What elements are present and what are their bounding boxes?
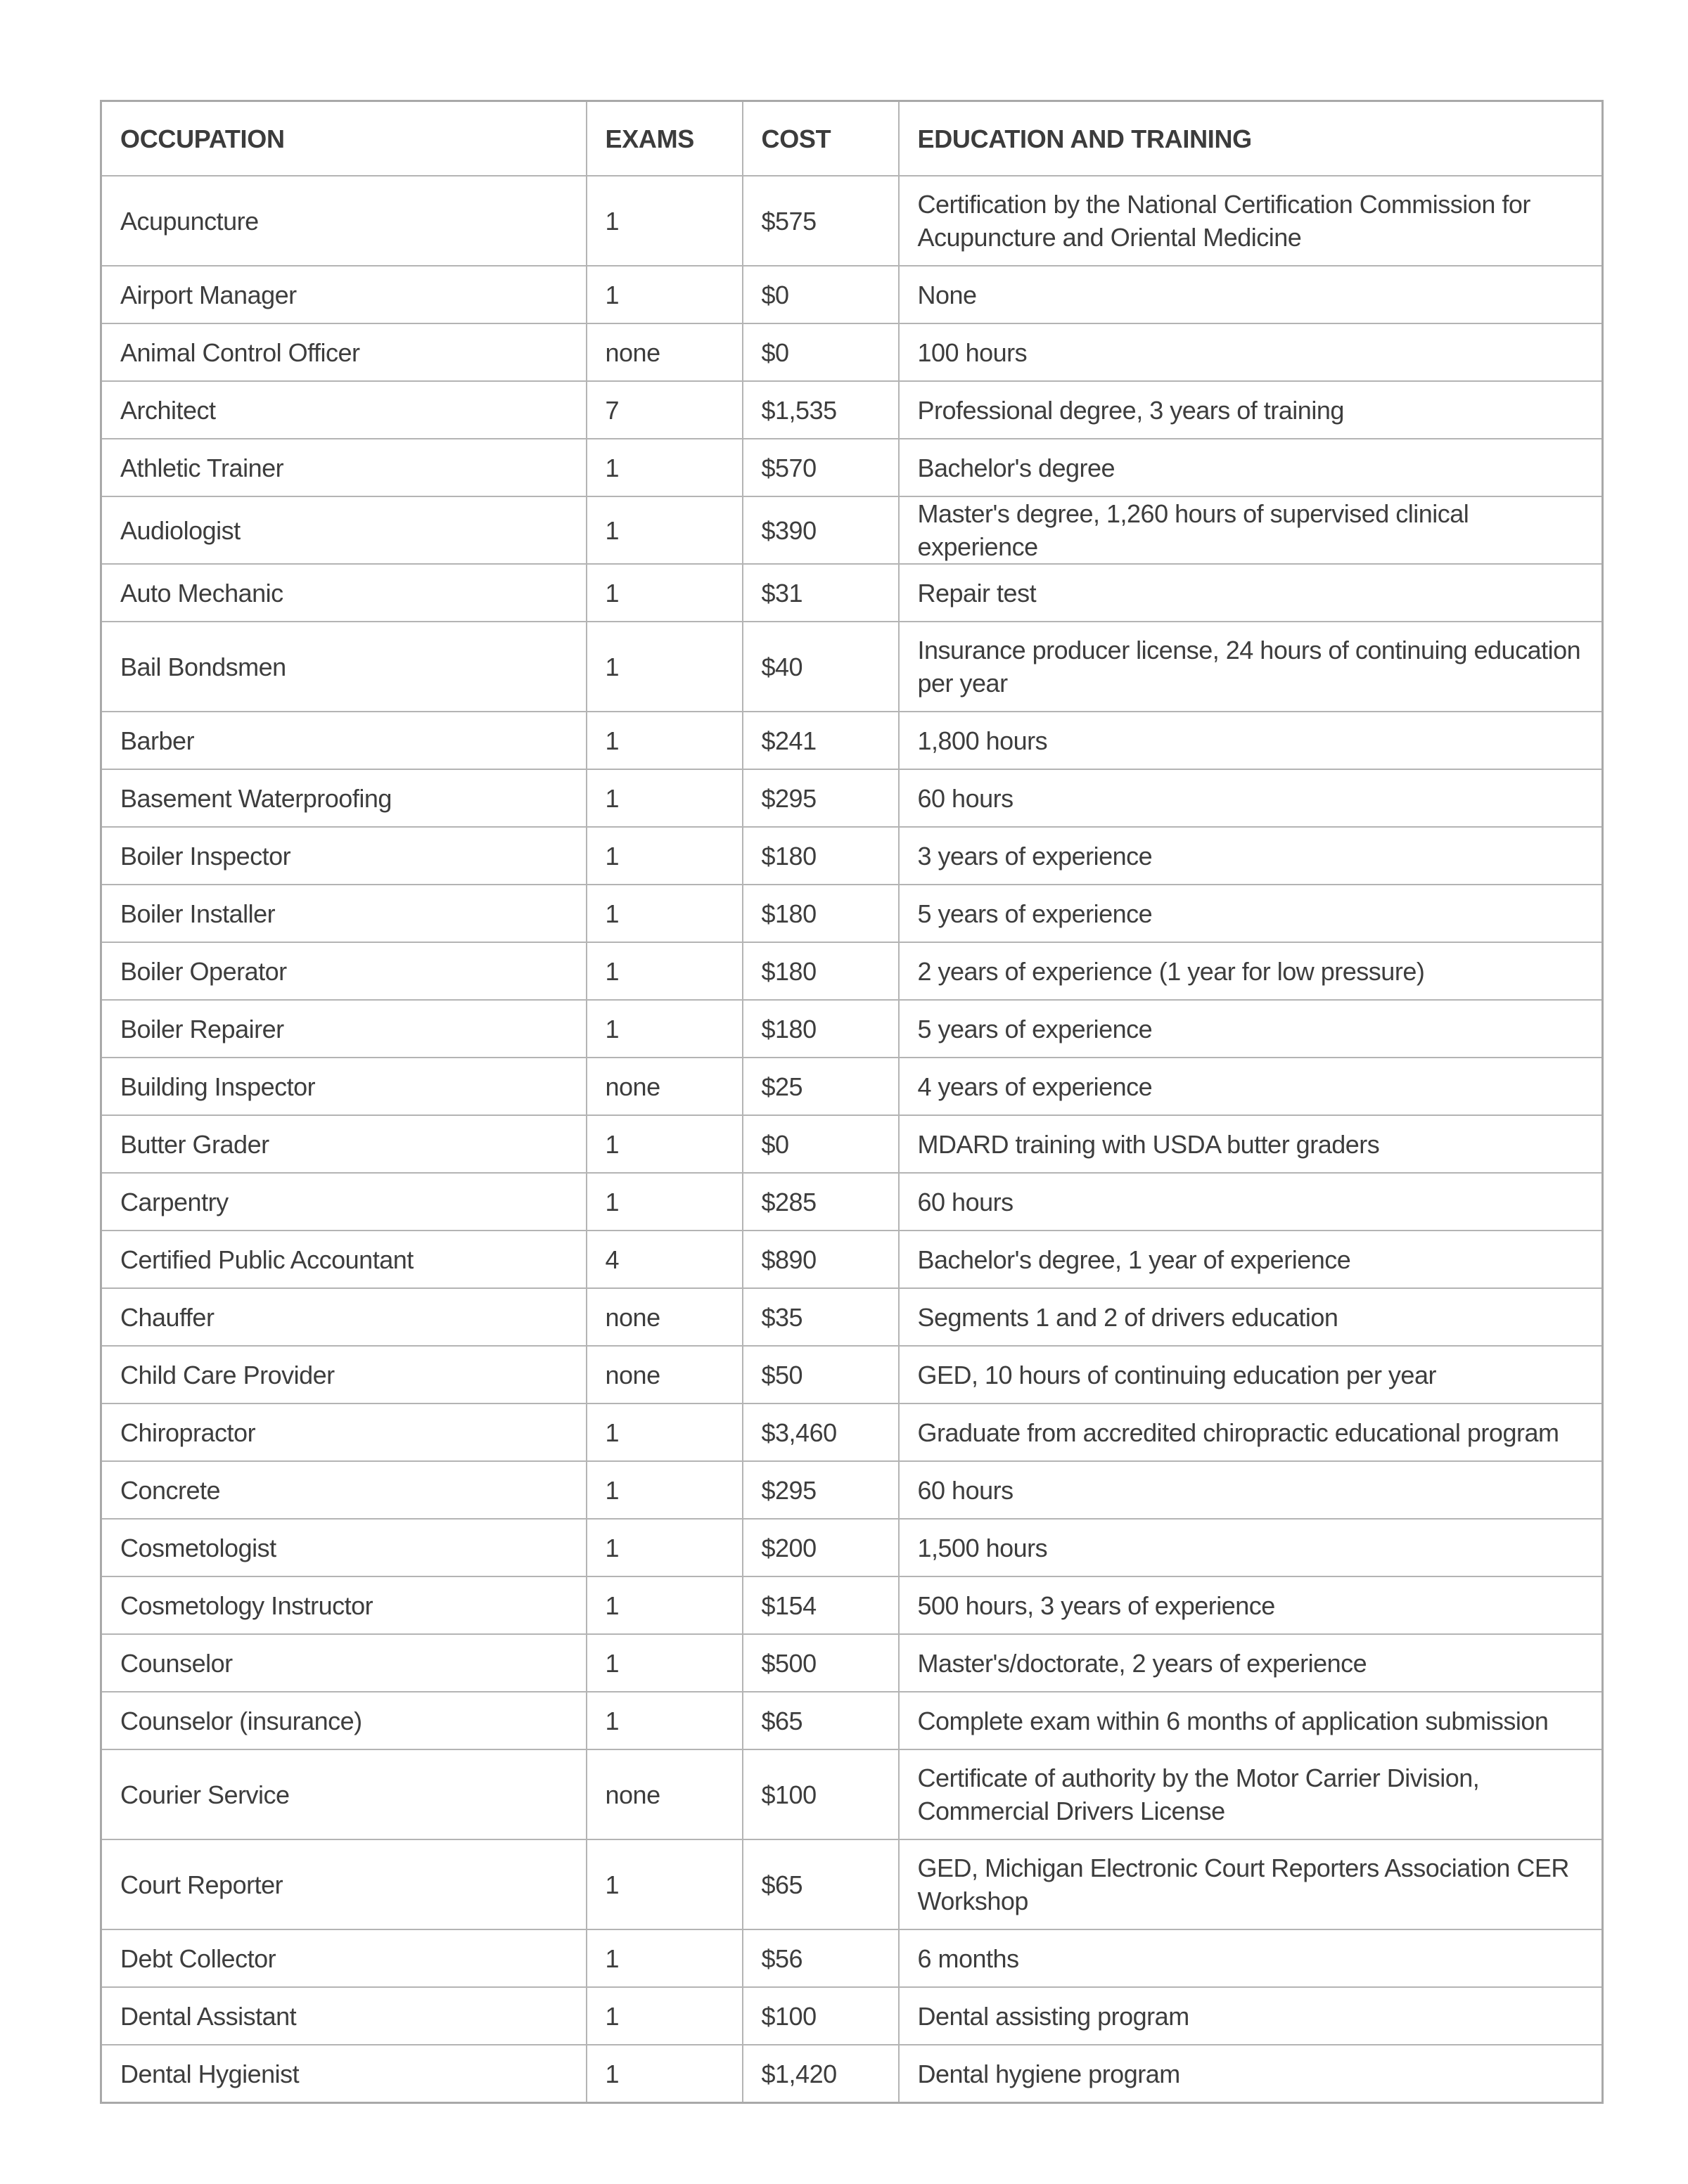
cell-exams: none [587,1058,743,1115]
cell-education: Master's/doctorate, 2 years of experience [899,1634,1603,1692]
cell-occupation: Cosmetologist [101,1519,587,1576]
cell-occupation: Chiropractor [101,1403,587,1461]
cell-occupation: Counselor [101,1634,587,1692]
cell-cost: $285 [743,1173,899,1231]
cell-exams: 1 [587,827,743,885]
cell-occupation: Boiler Installer [101,885,587,942]
cell-education: Dental hygiene program [899,2045,1603,2103]
cell-cost: $241 [743,712,899,769]
header-exams: EXAMS [587,101,743,176]
cell-education: GED, 10 hours of continuing education per year [899,1346,1603,1403]
cell-occupation: Child Care Provider [101,1346,587,1403]
table-row [101,1634,1603,1692]
cell-occupation: Basement Waterproofing [101,769,587,827]
cell-education: Certificate of authority by the Motor Carrier Division, Commercial Drivers License [899,1749,1603,1839]
cell-cost: $0 [743,323,899,381]
cell-exams: 1 [587,885,743,942]
cell-education: 60 hours [899,769,1603,827]
cell-occupation: Barber [101,712,587,769]
table-row [101,323,1603,381]
cell-education: 3 years of experience [899,827,1603,885]
cell-exams: 1 [587,1519,743,1576]
cell-cost: $575 [743,176,899,266]
cell-cost: $65 [743,1692,899,1749]
cell-education: 1,500 hours [899,1519,1603,1576]
cell-education: Master's degree, 1,260 hours of supervised clinical experience [899,496,1603,564]
cell-education: Segments 1 and 2 of drivers education [899,1288,1603,1346]
cell-exams: 1 [587,712,743,769]
cell-occupation: Dental Assistant [101,1987,587,2045]
cell-education: Certification by the National Certification Commission for Acupuncture and Oriental Medicine [899,176,1603,266]
table-row [101,1692,1603,1749]
cell-exams: 1 [587,1173,743,1231]
cell-occupation: Architect [101,381,587,439]
table-row [101,1000,1603,1058]
cell-education: Bachelor's degree, 1 year of experience [899,1231,1603,1288]
cell-cost: $25 [743,1058,899,1115]
table-row [101,1173,1603,1231]
table-row [101,1987,1603,2045]
cell-cost: $200 [743,1519,899,1576]
cell-cost: $56 [743,1929,899,1987]
cell-exams: 1 [587,1576,743,1634]
table-row [101,1576,1603,1634]
cell-exams: none [587,1288,743,1346]
cell-occupation: Athletic Trainer [101,439,587,496]
cell-cost: $390 [743,496,899,564]
cell-occupation: Audiologist [101,496,587,564]
cell-cost: $0 [743,266,899,323]
cell-education: Complete exam within 6 months of application submission [899,1692,1603,1749]
cell-occupation: Cosmetology Instructor [101,1576,587,1634]
cell-occupation: Counselor (insurance) [101,1692,587,1749]
cell-cost: $180 [743,1000,899,1058]
cell-education: 60 hours [899,1461,1603,1519]
cell-exams: 1 [587,1987,743,2045]
table-row [101,712,1603,769]
cell-occupation: Carpentry [101,1173,587,1231]
cell-exams: 1 [587,1461,743,1519]
cell-education: 1,800 hours [899,712,1603,769]
cell-exams: 1 [587,622,743,712]
table-row [101,1929,1603,1987]
cell-education: Graduate from accredited chiropractic educational program [899,1403,1603,1461]
cell-education: Professional degree, 3 years of training [899,381,1603,439]
table-row [101,1461,1603,1519]
cell-occupation: Court Reporter [101,1839,587,1929]
cell-education: 2 years of experience (1 year for low pressure) [899,942,1603,1000]
cell-occupation: Acupuncture [101,176,587,266]
cell-education: 100 hours [899,323,1603,381]
cell-cost: $295 [743,769,899,827]
cell-cost: $890 [743,1231,899,1288]
table-row [101,1058,1603,1115]
cell-occupation: Concrete [101,1461,587,1519]
cell-cost: $180 [743,885,899,942]
table-row [101,1346,1603,1403]
cell-exams: 1 [587,496,743,564]
cell-exams: 1 [587,176,743,266]
cell-exams: 1 [587,266,743,323]
cell-cost: $100 [743,1987,899,2045]
occupation-licensing-table [100,100,1604,2104]
cell-occupation: Dental Hygienist [101,2045,587,2103]
table-row [101,564,1603,622]
cell-education: 60 hours [899,1173,1603,1231]
table-row [101,885,1603,942]
cell-exams: 1 [587,1000,743,1058]
cell-cost: $295 [743,1461,899,1519]
cell-cost: $1,420 [743,2045,899,2103]
cell-exams: 1 [587,2045,743,2103]
cell-occupation: Boiler Inspector [101,827,587,885]
cell-cost: $154 [743,1576,899,1634]
cell-occupation: Boiler Operator [101,942,587,1000]
cell-occupation: Building Inspector [101,1058,587,1115]
cell-education: 5 years of experience [899,1000,1603,1058]
cell-occupation: Butter Grader [101,1115,587,1173]
cell-education: 4 years of experience [899,1058,1603,1115]
cell-education: Repair test [899,564,1603,622]
cell-exams: 1 [587,439,743,496]
cell-cost: $0 [743,1115,899,1173]
cell-cost: $100 [743,1749,899,1839]
table-row [101,176,1603,266]
cell-exams: 1 [587,564,743,622]
cell-exams: 1 [587,1403,743,1461]
cell-cost: $35 [743,1288,899,1346]
table-row [101,1749,1603,1839]
table-row [101,827,1603,885]
cell-education: 5 years of experience [899,885,1603,942]
cell-occupation: Bail Bondsmen [101,622,587,712]
cell-education: Bachelor's degree [899,439,1603,496]
cell-exams: none [587,1346,743,1403]
cell-occupation: Debt Collector [101,1929,587,1987]
header-occupation: OCCUPATION [101,101,587,176]
cell-cost: $40 [743,622,899,712]
cell-cost: $50 [743,1346,899,1403]
cell-exams: 1 [587,1634,743,1692]
header-education: EDUCATION AND TRAINING [899,101,1603,176]
cell-cost: $3,460 [743,1403,899,1461]
table-row [101,2045,1603,2103]
cell-exams: 1 [587,942,743,1000]
table-row [101,769,1603,827]
cell-exams: 1 [587,1115,743,1173]
cell-occupation: Airport Manager [101,266,587,323]
cell-education: None [899,266,1603,323]
cell-education: GED, Michigan Electronic Court Reporters Association CER Workshop [899,1839,1603,1929]
table-row [101,942,1603,1000]
cell-exams: 4 [587,1231,743,1288]
table-row [101,1519,1603,1576]
table-row [101,439,1603,496]
cell-occupation: Animal Control Officer [101,323,587,381]
cell-occupation: Courier Service [101,1749,587,1839]
cell-cost: $500 [743,1634,899,1692]
cell-cost: $1,535 [743,381,899,439]
cell-exams: 1 [587,1839,743,1929]
table-row [101,1288,1603,1346]
table-row [101,1403,1603,1461]
cell-occupation: Chauffer [101,1288,587,1346]
table-row [101,381,1603,439]
document-page [100,100,1604,2104]
cell-exams: 1 [587,1692,743,1749]
table-row [101,1839,1603,1929]
cell-education: Insurance producer license, 24 hours of continuing education per year [899,622,1603,712]
cell-occupation: Boiler Repairer [101,1000,587,1058]
cell-cost: $180 [743,827,899,885]
cell-cost: $180 [743,942,899,1000]
cell-education: 500 hours, 3 years of experience [899,1576,1603,1634]
cell-cost: $65 [743,1839,899,1929]
cell-cost: $570 [743,439,899,496]
header-cost: COST [743,101,899,176]
cell-exams: none [587,1749,743,1839]
cell-education: MDARD training with USDA butter graders [899,1115,1603,1173]
cell-exams: 1 [587,1929,743,1987]
cell-occupation: Auto Mechanic [101,564,587,622]
table-row [101,622,1603,712]
table-row [101,1231,1603,1288]
table-row [101,266,1603,323]
table-header [101,101,1603,176]
cell-exams: none [587,323,743,381]
cell-exams: 7 [587,381,743,439]
header-row [101,101,1603,176]
table-row [101,496,1603,564]
cell-education: Dental assisting program [899,1987,1603,2045]
table-row [101,1115,1603,1173]
cell-exams: 1 [587,769,743,827]
table-body [101,176,1603,2103]
cell-cost: $31 [743,564,899,622]
cell-occupation: Certified Public Accountant [101,1231,587,1288]
cell-education: 6 months [899,1929,1603,1987]
